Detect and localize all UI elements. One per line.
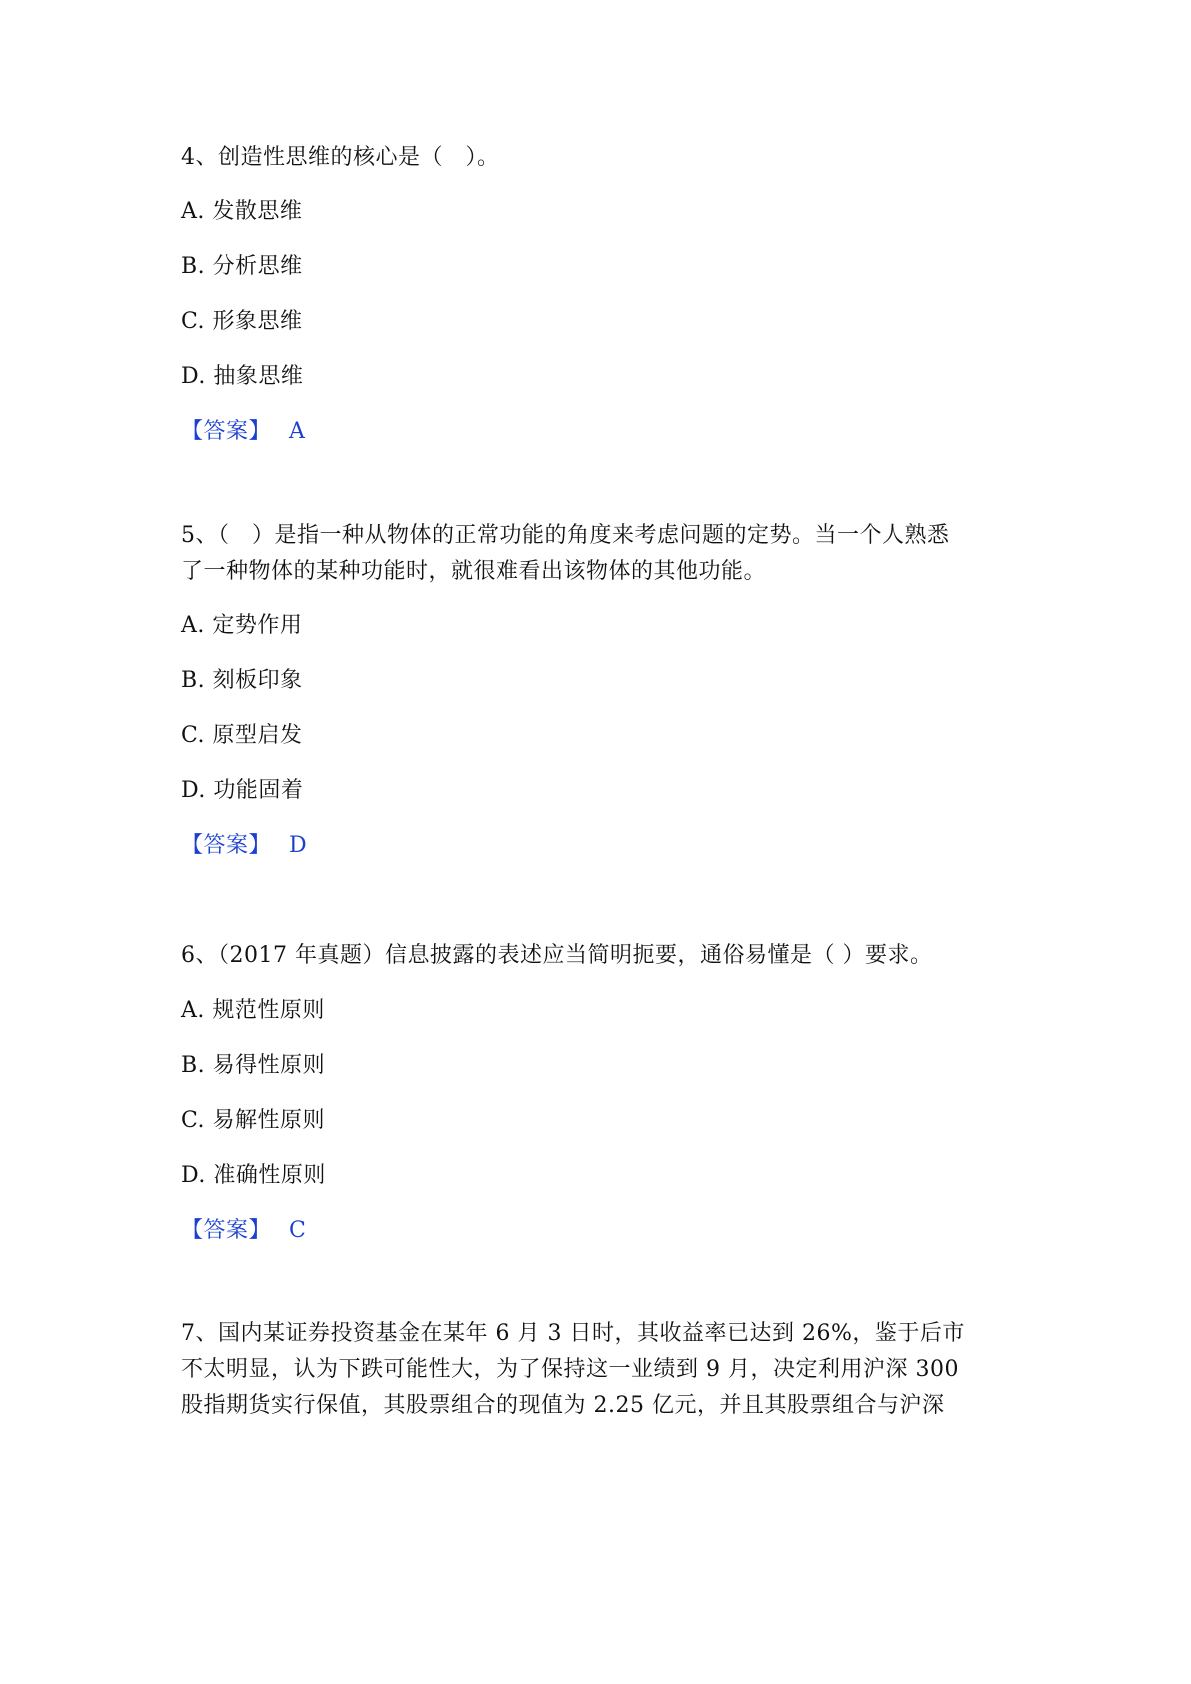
question-5-option-c: C. 原型启发 — [181, 723, 303, 748]
question-4-option-d: D. 抽象思维 — [181, 364, 304, 389]
question-5-answer — [181, 831, 307, 861]
question-6-answer — [181, 1216, 306, 1246]
question-6-option-c: C. 易解性原则 — [181, 1108, 326, 1133]
question-4-option-b: B. 分析思维 — [181, 254, 303, 279]
answer-label: 【答案】 — [181, 419, 272, 444]
question-6-stem: 6、（2017 年真题）信息披露的表述应当简明扼要，通俗易懂是（ ）要求。 — [181, 943, 933, 968]
question-5-stem-line-2: 了一种物体的某种功能时，就很难看出该物体的其他功能。 — [181, 559, 767, 584]
question-7-stem-line-1: 7、国内某证券投资基金在某年 6 月 3 日时，其收益率已达到 26%，鉴于后市 — [181, 1321, 965, 1346]
question-4-stem: 4、创造性思维的核心是（ ）。 — [181, 145, 500, 170]
question-5-option-d: D. 功能固着 — [181, 778, 304, 803]
question-4-answer — [181, 417, 305, 447]
answer-value: A — [289, 419, 306, 444]
question-6-option-a: A. 规范性原则 — [181, 998, 325, 1023]
question-5-option-b: B. 刻板印象 — [181, 668, 303, 693]
question-7-stem-line-3: 股指期货实行保值，其股票组合的现值为 2.25 亿元，并且其股票组合与沪深 — [181, 1393, 945, 1418]
answer-label: 【答案】 — [181, 833, 272, 858]
question-4-option-c: C. 形象思维 — [181, 309, 303, 334]
question-4-option-a: A. 发散思维 — [181, 199, 303, 224]
answer-label: 【答案】 — [181, 1218, 272, 1243]
question-7-stem-line-2: 不太明显，认为下跌可能性大，为了保持这一业绩到 9 月，决定利用沪深 300 — [181, 1357, 959, 1382]
answer-value: D — [289, 833, 308, 858]
answer-value: C — [289, 1218, 307, 1243]
question-6-option-b: B. 易得性原则 — [181, 1053, 326, 1078]
question-5-option-a: A. 定势作用 — [181, 613, 303, 638]
question-6-option-d: D. 准确性原则 — [181, 1163, 326, 1188]
question-5-stem-line-1: 5、（ ）是指一种从物体的正常功能的角度来考虑问题的定势。当一个人熟悉 — [181, 523, 950, 548]
